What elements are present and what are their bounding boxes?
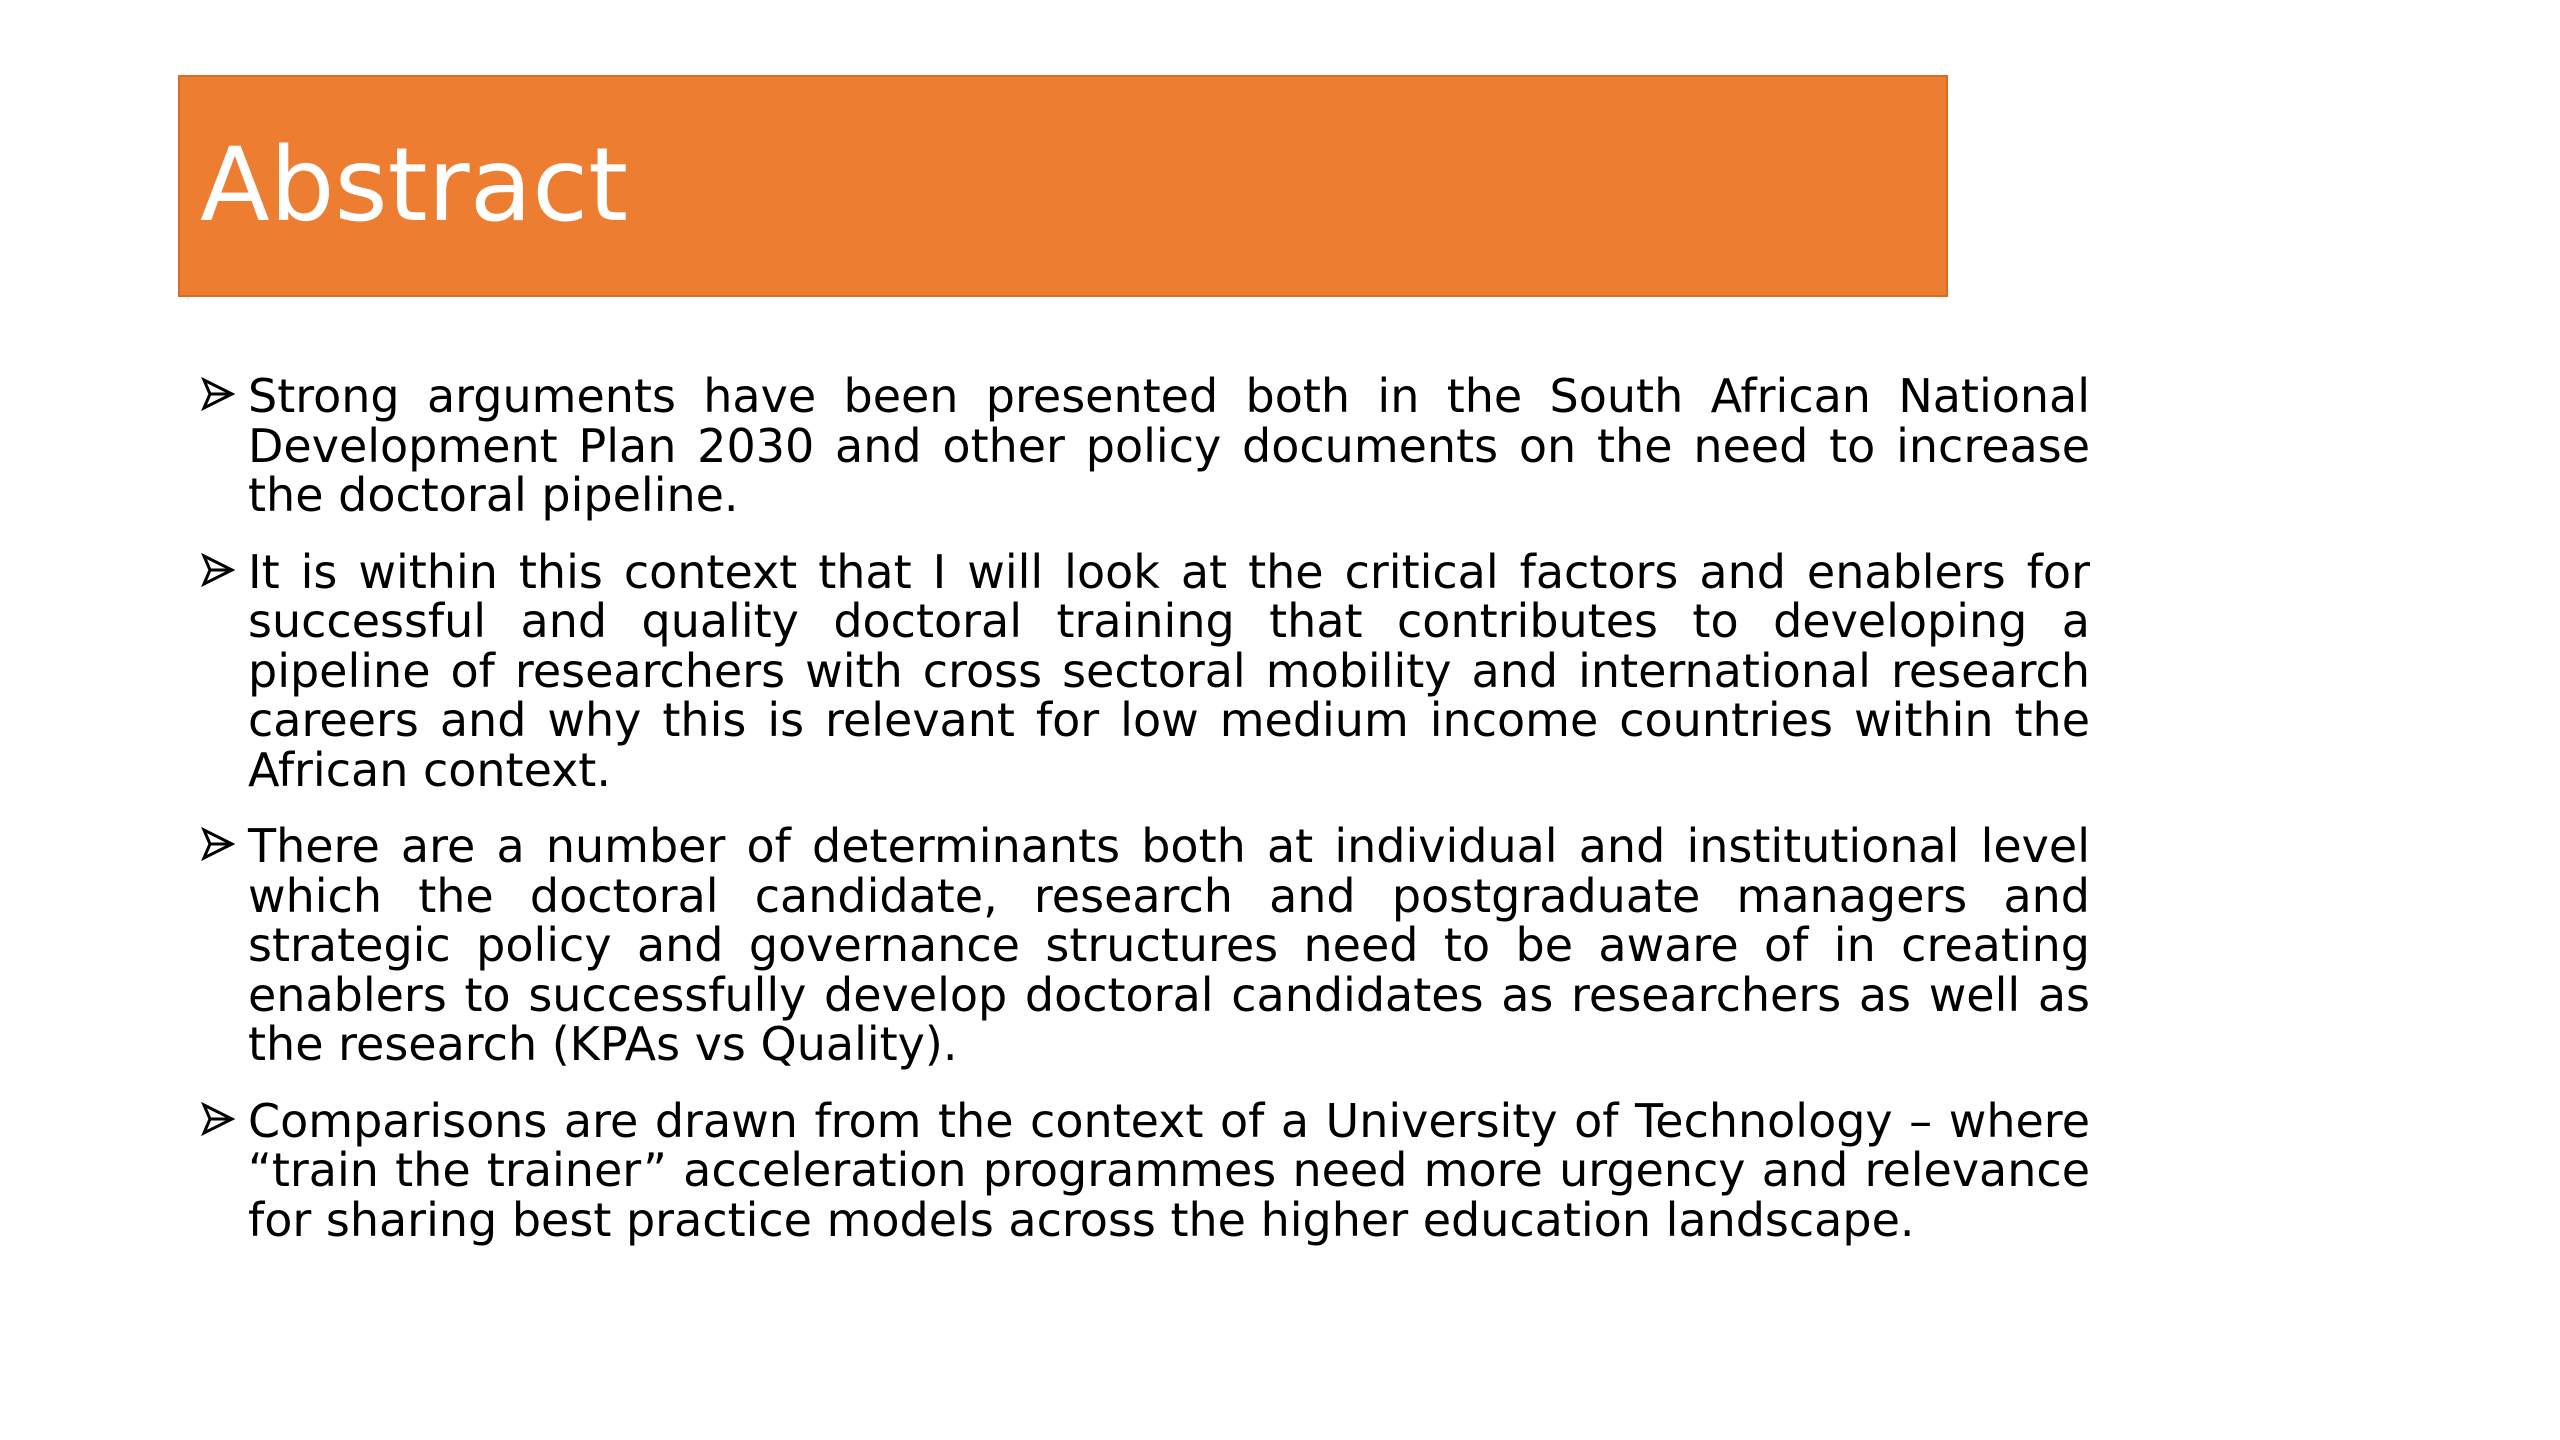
bullet-text: It is within this context that I will look at the critical factors and enablers for successful and quality doctoral training that contributes to developing a pipeline of researchers with cross sectoral mobility and international research careers and why this is relevant for low medium income countries within the African context.	[248, 544, 2090, 797]
title-banner	[178, 75, 1948, 297]
arrowhead-bullet-icon	[200, 1101, 236, 1137]
bullet-text: Comparisons are drawn from the context of a University of Technology – where “train the trainer” acceleration programmes need more urgency and relevance for sharing best practice models across the higher education landscape.	[248, 1093, 2090, 1247]
bullet-item	[200, 1093, 2090, 1247]
arrowhead-bullet-icon	[200, 376, 236, 412]
bullet-item	[200, 544, 2090, 797]
arrowhead-bullet-icon	[200, 826, 236, 862]
bullet-item	[200, 369, 2090, 522]
slide-title: Abstract	[200, 126, 629, 245]
arrowhead-bullet-icon	[200, 552, 236, 588]
bullet-list	[200, 369, 2090, 1272]
bullet-item	[200, 819, 2090, 1071]
bullet-text: There are a number of determinants both at individual and institutional level which the doctoral candidate, research and postgraduate managers and strategic policy and governance structures need to be aware of in creating enablers to successfully develop doctoral candidates as researchers as well as the research (KPAs vs Quality).	[248, 819, 2090, 1071]
bullet-text: Strong arguments have been presented both in the South African National Development Plan 2030 and other policy documents on the need to increase the doctoral pipeline.	[248, 369, 2090, 522]
